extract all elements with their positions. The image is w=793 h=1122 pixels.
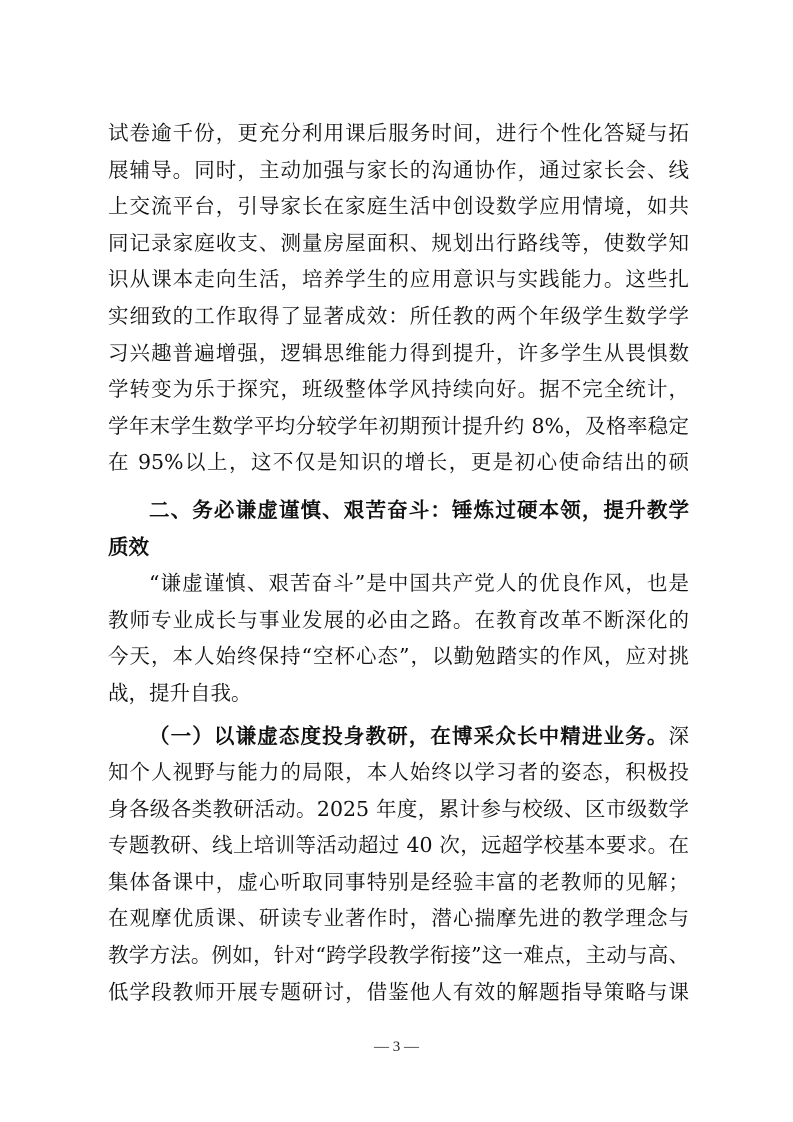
text-line: 集体备课中，虚心听取同事特别是经验丰富的老教师的见解； <box>108 869 689 894</box>
text-run: 深 <box>668 723 689 748</box>
text-line: 学年末学生数学平均分较学年初期预计提升约 8%，及格率稳定 <box>108 413 689 438</box>
paragraph <box>108 565 689 711</box>
text-line: 今天，本人始终保持“空杯心态”，以勤勉踏实的作风，应对挑 <box>108 644 689 669</box>
text-line: 识从课本走向生活，培养学生的应用意识与实践能力。这些扎 <box>108 267 689 292</box>
text-line: 实细致的工作取得了显著成效：所任教的两个年级学生数学学 <box>108 303 689 328</box>
heading-line: 质效 <box>108 534 149 559</box>
text-line: 身各级各类教研活动。2025 年度，累计参与校级、区市级数学 <box>108 796 689 821</box>
text-line: 低学段教师开展专题研讨，借鉴他人有效的解题指导策略与课 <box>108 979 689 1004</box>
heading-line: 二、务必谦虚谨慎、艰苦奋斗：锤炼过硬本领，提升教学 <box>149 497 689 522</box>
text-line: 同记录家庭收支、测量房屋面积、规划出行路线等，使数学知 <box>108 230 689 255</box>
body-text <box>108 115 689 1010</box>
text-line: 专题教研、线上培训等活动超过 40 次，远超学校基本要求。在 <box>108 833 689 858</box>
text-line: 上交流平台，引导家长在家庭生活中创设数学应用情境，如共 <box>108 194 689 219</box>
subsection-paragraph <box>108 718 689 1011</box>
text-line: 教师专业成长与事业发展的必由之路。在教育改革不断深化的 <box>108 607 689 632</box>
text-line: 展辅导。同时，主动加强与家长的沟通协作，通过家长会、线 <box>108 157 689 182</box>
text-line: “谦虚谨慎、艰苦奋斗”是中国共产党人的优良作风，也是 <box>149 571 689 596</box>
text-line: 在 95%以上，这不仅是知识的增长，更是初心使命结出的硕 <box>108 450 689 475</box>
text-line: 学转变为乐于探究，班级整体学风持续向好。据不完全统计， <box>108 377 689 402</box>
text-line: 知个人视野与能力的局限，本人始终以学习者的姿态，积极投 <box>108 760 689 785</box>
subsection-title: （一）以谦虚态度投身教研，在博采众长中精进业务。 <box>149 723 669 748</box>
text-line: 战，提升自我。 <box>108 680 252 705</box>
text-line: 试卷逾千份，更充分利用课后服务时间，进行个性化答疑与拓 <box>108 121 689 145</box>
paragraph-continued <box>108 115 689 481</box>
text-line: 教学方法。例如，针对“跨学段教学衔接”这一难点，主动与高、 <box>108 943 689 968</box>
section-heading <box>108 492 689 565</box>
text-line: 习兴趣普遍增强，逻辑思维能力得到提升，许多学生从畏惧数 <box>108 340 689 365</box>
text-line <box>108 718 689 755</box>
text-line: 在观摩优质课、研读专业著作时，潜心揣摩先进的教学理念与 <box>108 906 689 931</box>
page-number: — 3 — <box>374 1039 419 1055</box>
